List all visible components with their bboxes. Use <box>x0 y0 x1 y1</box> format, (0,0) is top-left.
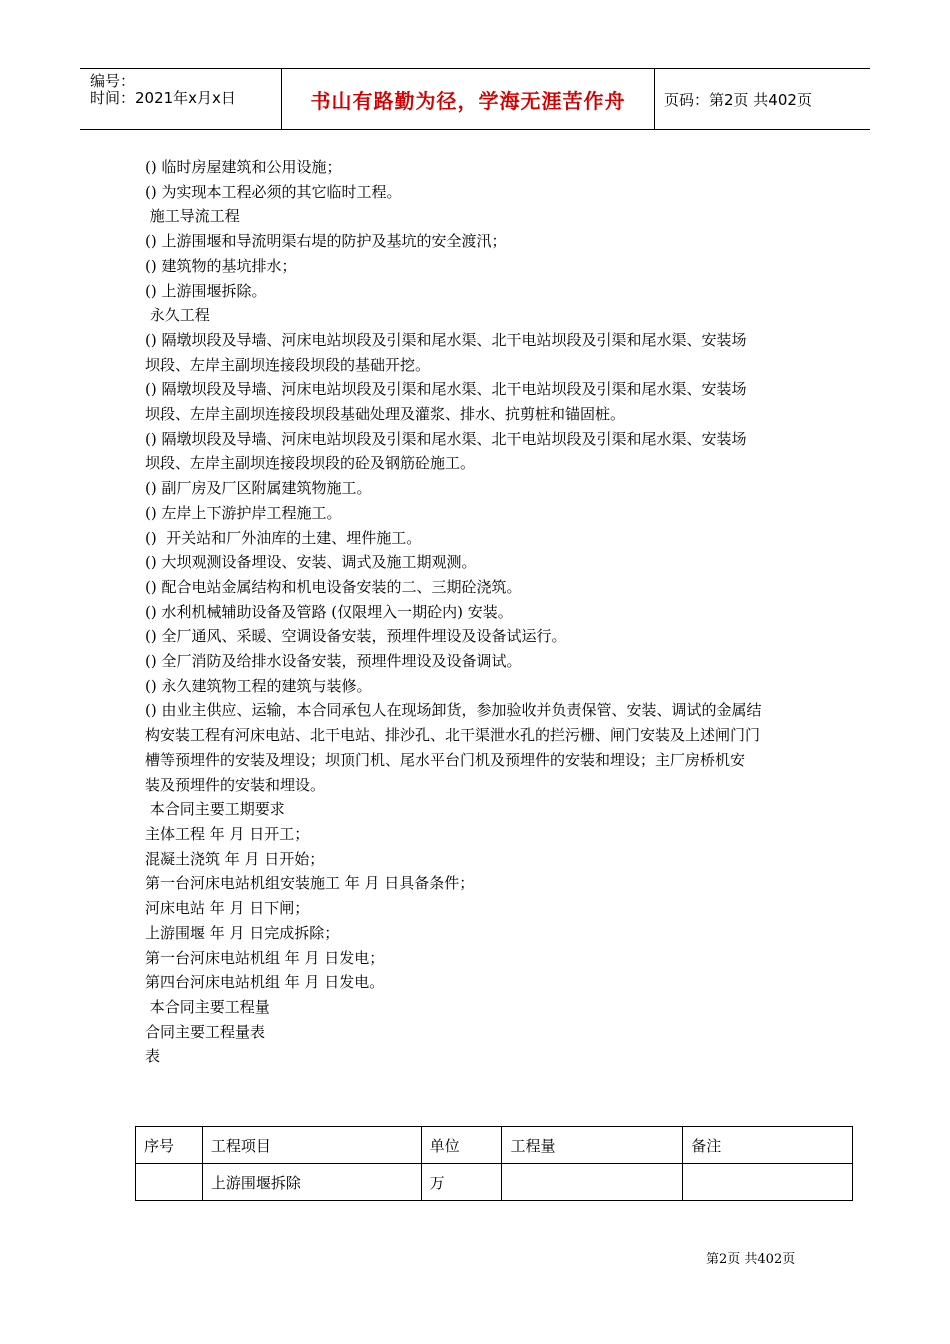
body-line: 本合同主要工程量 <box>145 997 270 1016</box>
table-header-cell: 备注 <box>683 1127 853 1164</box>
body-line: () 建筑物的基坑排水； <box>145 256 297 275</box>
header-divider <box>654 69 655 129</box>
body-line: 河床电站 年 月 日下闸； <box>145 899 310 918</box>
body-line: () 隔墩坝段及导墙、河床电站坝段及引渠和尾水渠、北干电站坝段及引渠和尾水渠、安装场 <box>145 429 747 448</box>
body-line: () 水利机械辅助设备及管路 (仅限埋入一期砼内) 安装。 <box>145 602 513 621</box>
body-line: 第四台河床电站机组 年 月 日发电。 <box>145 973 385 992</box>
body-line: 坝段、左岸主副坝连接段坝段的砼及钢筋砼施工。 <box>145 454 476 473</box>
quantity-table <box>135 1126 853 1201</box>
body-line: 上游围堰 年 月 日完成拆除； <box>145 923 340 942</box>
header-motto: 书山有路勤为径，学海无涯苦作舟 <box>310 88 626 113</box>
body-line: () 大坝观测设备埋设、安装、调式及施工期观测。 <box>145 553 477 572</box>
body-line: 本合同主要工期要求 <box>145 800 285 819</box>
body-line: () 为实现本工程必须的其它临时工程。 <box>145 182 402 201</box>
body-line: () 上游围堰拆除。 <box>145 281 267 300</box>
body-line: 第一台河床电站机组 年 月 日发电； <box>145 948 385 967</box>
body-line: () 永久建筑物工程的建筑与装修。 <box>145 676 372 695</box>
table-header-cell: 工程项目 <box>202 1127 421 1164</box>
table-header-cell: 序号 <box>136 1127 203 1164</box>
body-line: 施工导流工程 <box>145 207 240 226</box>
body-line: () 左岸上下游护岸工程施工。 <box>145 503 342 522</box>
table-row <box>136 1164 853 1201</box>
body-line: 构安装工程有河床电站、北干电站、排沙孔、北干渠泄水孔的拦污栅、闸门安装及上述闸门门 <box>145 726 761 745</box>
table-header-cell: 工程量 <box>502 1127 683 1164</box>
body-line: 混凝土浇筑 年 月 日开始； <box>145 849 325 868</box>
body-line: () 由业主供应、运输，本合同承包人在现场卸货，参加验收并负责保管、安装、调试的金属结 <box>145 701 762 720</box>
page-footer: 第2页 共402页 <box>706 1252 796 1267</box>
body-line: 装及预埋件的安装和埋设。 <box>145 775 326 794</box>
body-line: () 全厂通风、采暖、空调设备安装，预埋件埋设及设备试运行。 <box>145 627 567 646</box>
body-line: 槽等预埋件的安装及埋设；坝顶门机、尾水平台门机及预埋件的安装和埋设；主厂房桥机安 <box>145 750 746 769</box>
doc-date-label: 时间：2021年x月x日 <box>90 89 236 107</box>
body-line: () 上游围堰和导流明渠右堤的防护及基坑的安全渡汛； <box>145 232 507 251</box>
table-header-cell: 单位 <box>421 1127 502 1164</box>
body-line: () 副厂房及厂区附属建筑物施工。 <box>145 479 372 498</box>
body-line: () 配合电站金属结构和机电设备安装的二、三期砼浇筑。 <box>145 577 522 596</box>
table-header-row <box>136 1127 853 1164</box>
body-line: () 隔墩坝段及导墙、河床电站坝段及引渠和尾水渠、北干电站坝段及引渠和尾水渠、安装场 <box>145 330 747 349</box>
header-page-info: 页码：第2页 共402页 <box>664 90 812 109</box>
table-cell <box>136 1164 203 1201</box>
body-line: 合同主要工程量表 <box>145 1022 266 1041</box>
body-line: 第一台河床电站机组安装施工 年 月 日具备条件； <box>145 874 475 893</box>
body-line: 主体工程 年 月 日开工； <box>145 824 310 843</box>
body-line: () 开关站和厂外油库的土建、埋件施工。 <box>145 528 422 547</box>
table-cell: 上游围堰拆除 <box>202 1164 421 1201</box>
page-header <box>80 68 870 130</box>
body-line: () 临时房屋建筑和公用设施； <box>145 158 342 176</box>
table-cell <box>683 1164 853 1201</box>
body-line: 表 <box>145 1047 161 1066</box>
body-line: 坝段、左岸主副坝连接段坝段基础处理及灌浆、排水、抗剪桩和锚固桩。 <box>145 405 626 424</box>
table-cell: 万 <box>421 1164 502 1201</box>
doc-number-label: 编号： <box>90 72 136 90</box>
body-line: 永久工程 <box>145 306 210 325</box>
body-line: 坝段、左岸主副坝连接段坝段的基础开挖。 <box>145 355 431 374</box>
table-cell <box>502 1164 683 1201</box>
body-line: () 隔墩坝段及导墙、河床电站坝段及引渠和尾水渠、北干电站坝段及引渠和尾水渠、安装场 <box>145 380 747 399</box>
document-body <box>145 155 815 1069</box>
header-meta <box>90 73 236 107</box>
body-line: () 全厂消防及给排水设备安装，预埋件埋设及设备调试。 <box>145 652 522 671</box>
